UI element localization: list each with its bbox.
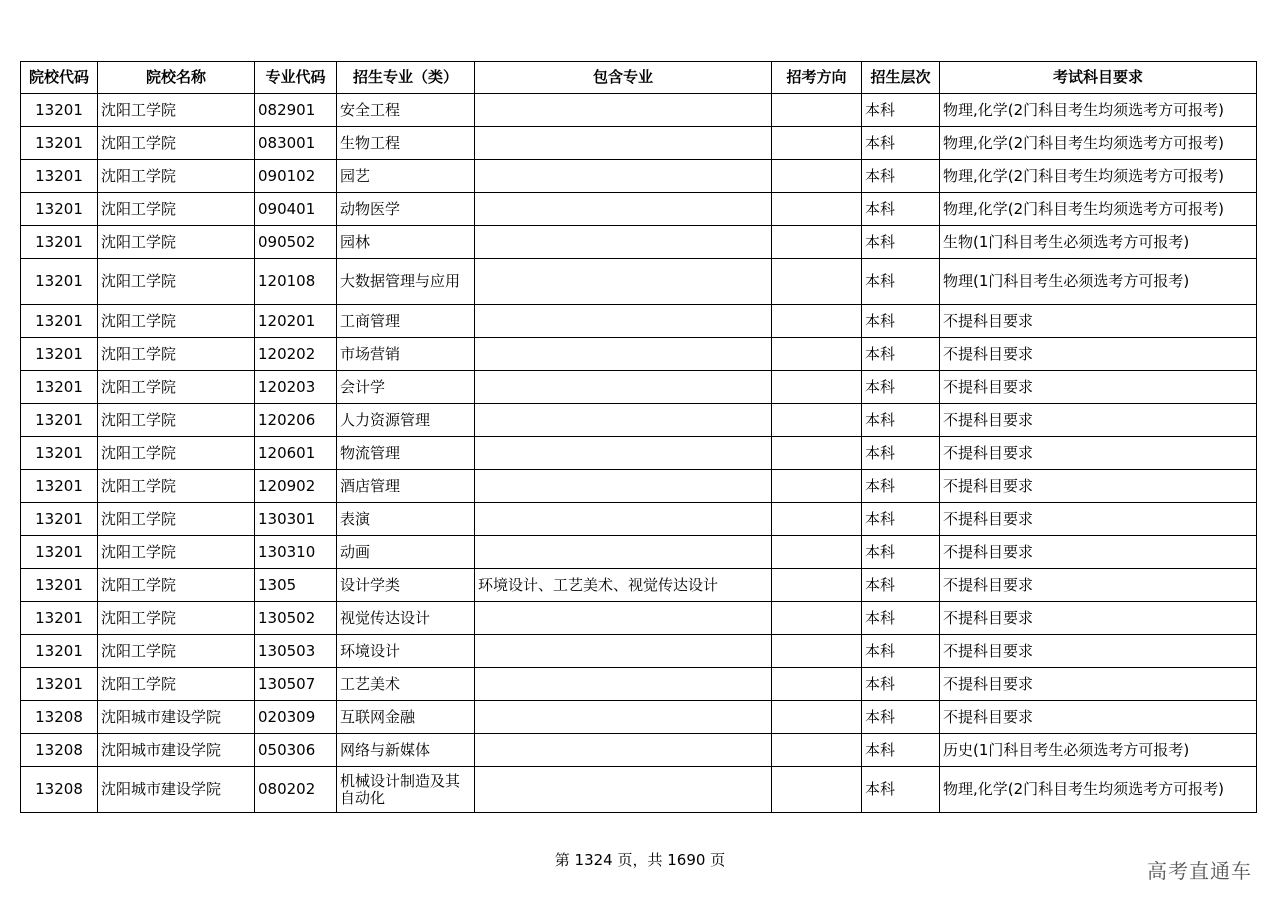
col-header-major-category: 招生专业（类） [337,62,475,94]
school-code-cell: 13201 [21,226,98,259]
table-row [21,734,1257,767]
level-cell: 本科 [862,569,940,602]
level-cell: 本科 [862,668,940,701]
level-cell: 本科 [862,371,940,404]
school-name-cell: 沈阳工学院 [98,259,255,305]
admission-table [20,61,1257,813]
school-code-cell: 13201 [21,259,98,305]
major-code-cell: 130310 [255,536,337,569]
major-code-cell: 120601 [255,437,337,470]
subject-requirement-cell: 历史(1门科目考生必须选考方可报考) [940,734,1257,767]
table-row [21,437,1257,470]
major-category-cell: 环境设计 [337,635,475,668]
level-cell: 本科 [862,193,940,226]
table-row [21,536,1257,569]
table-row [21,470,1257,503]
major-category-cell: 动画 [337,536,475,569]
school-name-cell: 沈阳工学院 [98,503,255,536]
included-majors-cell [475,305,772,338]
table-row [21,127,1257,160]
school-code-cell: 13201 [21,668,98,701]
subject-requirement-cell: 物理,化学(2门科目考生均须选考方可报考) [940,767,1257,813]
major-category-cell: 大数据管理与应用 [337,259,475,305]
major-category-cell: 网络与新媒体 [337,734,475,767]
table-row [21,503,1257,536]
school-code-cell: 13201 [21,536,98,569]
school-name-cell: 沈阳工学院 [98,668,255,701]
table-row [21,226,1257,259]
table-row [21,259,1257,305]
level-cell: 本科 [862,734,940,767]
table-row [21,602,1257,635]
level-cell: 本科 [862,536,940,569]
subject-requirement-cell: 不提科目要求 [940,305,1257,338]
subject-requirement-cell: 不提科目要求 [940,470,1257,503]
direction-cell [772,635,862,668]
school-code-cell: 13201 [21,470,98,503]
direction-cell [772,470,862,503]
direction-cell [772,404,862,437]
subject-requirement-cell: 物理,化学(2门科目考生均须选考方可报考) [940,127,1257,160]
major-category-cell: 物流管理 [337,437,475,470]
direction-cell [772,371,862,404]
direction-cell [772,569,862,602]
major-category-cell: 园艺 [337,160,475,193]
major-code-cell: 080202 [255,767,337,813]
level-cell: 本科 [862,470,940,503]
school-name-cell: 沈阳工学院 [98,404,255,437]
school-code-cell: 13201 [21,94,98,127]
school-name-cell: 沈阳工学院 [98,635,255,668]
subject-requirement-cell: 不提科目要求 [940,437,1257,470]
major-code-cell: 120902 [255,470,337,503]
col-header-major-code: 专业代码 [255,62,337,94]
direction-cell [772,437,862,470]
included-majors-cell [475,193,772,226]
major-category-cell: 设计学类 [337,569,475,602]
col-header-level: 招生层次 [862,62,940,94]
included-majors-cell [475,635,772,668]
level-cell: 本科 [862,226,940,259]
included-majors-cell [475,437,772,470]
school-code-cell: 13201 [21,305,98,338]
major-category-cell: 市场营销 [337,338,475,371]
subject-requirement-cell: 生物(1门科目考生必须选考方可报考) [940,226,1257,259]
subject-requirement-cell: 不提科目要求 [940,503,1257,536]
col-header-included-majors: 包含专业 [475,62,772,94]
included-majors-cell [475,371,772,404]
subject-requirement-cell: 物理,化学(2门科目考生均须选考方可报考) [940,94,1257,127]
level-cell: 本科 [862,602,940,635]
direction-cell [772,160,862,193]
table-row [21,193,1257,226]
included-majors-cell [475,668,772,701]
major-category-cell: 互联网金融 [337,701,475,734]
school-name-cell: 沈阳城市建设学院 [98,734,255,767]
school-code-cell: 13201 [21,127,98,160]
subject-requirement-cell: 不提科目要求 [940,701,1257,734]
school-code-cell: 13208 [21,734,98,767]
school-name-cell: 沈阳城市建设学院 [98,767,255,813]
table-row [21,701,1257,734]
included-majors-cell [475,503,772,536]
major-code-cell: 130503 [255,635,337,668]
major-code-cell: 020309 [255,701,337,734]
major-code-cell: 090102 [255,160,337,193]
subject-requirement-cell: 不提科目要求 [940,371,1257,404]
table-row [21,767,1257,813]
level-cell: 本科 [862,127,940,160]
major-code-cell: 130507 [255,668,337,701]
table-row [21,569,1257,602]
school-code-cell: 13201 [21,404,98,437]
included-majors-cell: 环境设计、工艺美术、视觉传达设计 [475,569,772,602]
direction-cell [772,701,862,734]
major-code-cell: 090502 [255,226,337,259]
level-cell: 本科 [862,701,940,734]
included-majors-cell [475,701,772,734]
subject-requirement-cell: 物理(1门科目考生必须选考方可报考) [940,259,1257,305]
major-code-cell: 130502 [255,602,337,635]
page-number: 第 1324 页，共 1690 页 [554,851,726,869]
table-body [21,94,1257,813]
table-row [21,160,1257,193]
school-code-cell: 13201 [21,338,98,371]
included-majors-cell [475,160,772,193]
major-code-cell: 120108 [255,259,337,305]
level-cell: 本科 [862,160,940,193]
subject-requirement-cell: 不提科目要求 [940,668,1257,701]
school-name-cell: 沈阳工学院 [98,470,255,503]
table-row [21,371,1257,404]
subject-requirement-cell: 物理,化学(2门科目考生均须选考方可报考) [940,160,1257,193]
major-category-cell: 机械设计制造及其自动化 [337,767,475,813]
major-category-cell: 园林 [337,226,475,259]
direction-cell [772,338,862,371]
school-code-cell: 13201 [21,602,98,635]
direction-cell [772,193,862,226]
level-cell: 本科 [862,305,940,338]
col-header-subject-requirement: 考试科目要求 [940,62,1257,94]
level-cell: 本科 [862,437,940,470]
direction-cell [772,259,862,305]
school-code-cell: 13201 [21,503,98,536]
included-majors-cell [475,734,772,767]
school-name-cell: 沈阳工学院 [98,94,255,127]
school-code-cell: 13201 [21,160,98,193]
direction-cell [772,226,862,259]
school-name-cell: 沈阳工学院 [98,127,255,160]
major-code-cell: 050306 [255,734,337,767]
subject-requirement-cell: 物理,化学(2门科目考生均须选考方可报考) [940,193,1257,226]
major-category-cell: 工艺美术 [337,668,475,701]
subject-requirement-cell: 不提科目要求 [940,404,1257,437]
school-code-cell: 13208 [21,701,98,734]
school-code-cell: 13208 [21,767,98,813]
school-code-cell: 13201 [21,635,98,668]
school-name-cell: 沈阳工学院 [98,437,255,470]
major-category-cell: 表演 [337,503,475,536]
major-code-cell: 1305 [255,569,337,602]
table-row [21,635,1257,668]
major-code-cell: 130301 [255,503,337,536]
direction-cell [772,94,862,127]
major-category-cell: 动物医学 [337,193,475,226]
major-category-cell: 生物工程 [337,127,475,160]
included-majors-cell [475,338,772,371]
subject-requirement-cell: 不提科目要求 [940,602,1257,635]
major-category-cell: 视觉传达设计 [337,602,475,635]
school-name-cell: 沈阳工学院 [98,160,255,193]
table-row [21,94,1257,127]
included-majors-cell [475,127,772,160]
major-category-cell: 酒店管理 [337,470,475,503]
major-code-cell: 120202 [255,338,337,371]
included-majors-cell [475,94,772,127]
subject-requirement-cell: 不提科目要求 [940,338,1257,371]
school-code-cell: 13201 [21,193,98,226]
major-code-cell: 120206 [255,404,337,437]
subject-requirement-cell: 不提科目要求 [940,536,1257,569]
major-code-cell: 082901 [255,94,337,127]
major-category-cell: 工商管理 [337,305,475,338]
table-row [21,404,1257,437]
level-cell: 本科 [862,259,940,305]
level-cell: 本科 [862,404,940,437]
direction-cell [772,503,862,536]
col-header-school-code: 院校代码 [21,62,98,94]
school-name-cell: 沈阳工学院 [98,602,255,635]
level-cell: 本科 [862,503,940,536]
school-code-cell: 13201 [21,371,98,404]
included-majors-cell [475,226,772,259]
major-code-cell: 083001 [255,127,337,160]
header-row [21,62,1257,94]
school-name-cell: 沈阳城市建设学院 [98,701,255,734]
school-code-cell: 13201 [21,437,98,470]
direction-cell [772,305,862,338]
school-name-cell: 沈阳工学院 [98,305,255,338]
school-name-cell: 沈阳工学院 [98,193,255,226]
major-category-cell: 安全工程 [337,94,475,127]
major-code-cell: 090401 [255,193,337,226]
school-name-cell: 沈阳工学院 [98,569,255,602]
direction-cell [772,127,862,160]
included-majors-cell [475,536,772,569]
level-cell: 本科 [862,338,940,371]
level-cell: 本科 [862,635,940,668]
included-majors-cell [475,404,772,437]
included-majors-cell [475,259,772,305]
major-code-cell: 120203 [255,371,337,404]
school-code-cell: 13201 [21,569,98,602]
direction-cell [772,668,862,701]
school-name-cell: 沈阳工学院 [98,536,255,569]
col-header-direction: 招考方向 [772,62,862,94]
direction-cell [772,536,862,569]
table-row [21,668,1257,701]
included-majors-cell [475,767,772,813]
col-header-school-name: 院校名称 [98,62,255,94]
major-category-cell: 人力资源管理 [337,404,475,437]
direction-cell [772,602,862,635]
included-majors-cell [475,602,772,635]
school-name-cell: 沈阳工学院 [98,226,255,259]
school-name-cell: 沈阳工学院 [98,371,255,404]
table-row [21,338,1257,371]
direction-cell [772,734,862,767]
included-majors-cell [475,470,772,503]
major-category-cell: 会计学 [337,371,475,404]
level-cell: 本科 [862,94,940,127]
subject-requirement-cell: 不提科目要求 [940,569,1257,602]
table-row [21,305,1257,338]
major-code-cell: 120201 [255,305,337,338]
level-cell: 本科 [862,767,940,813]
school-name-cell: 沈阳工学院 [98,338,255,371]
direction-cell [772,767,862,813]
watermark-logo: 高考直通车 [1147,859,1252,883]
subject-requirement-cell: 不提科目要求 [940,635,1257,668]
